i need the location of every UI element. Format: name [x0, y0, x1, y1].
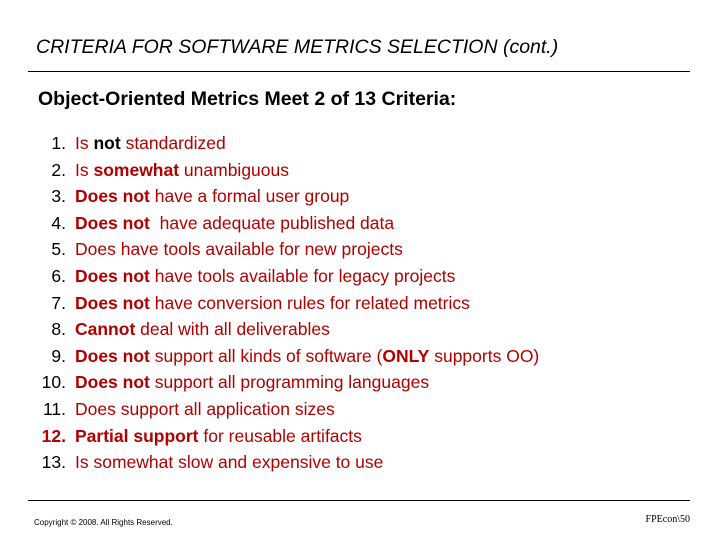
criterion-text: Is somewhat unambiguous [75, 159, 290, 180]
criterion-text: Does not support all programming languages [75, 372, 430, 393]
slide-title: CRITERIA FOR SOFTWARE METRICS SELECTION (cont.) [36, 36, 559, 58]
criterion-text: Does not have tools available for legacy projects [75, 265, 456, 286]
criterion-13 [30, 449, 539, 476]
criterion-4 [30, 210, 539, 237]
slide-page-id: FPEcon\50 [645, 514, 690, 525]
criterion-text: Cannot deal with all deliverables [75, 319, 330, 340]
footer-divider [28, 500, 690, 501]
criterion-text: Is somewhat slow and expensive to use [75, 452, 384, 473]
criterion-text: Does not support all kinds of software (ONLY supports OO) [75, 345, 540, 366]
criterion-number: 1. [51, 133, 66, 153]
criterion-number: 5. [51, 239, 66, 260]
criteria-list [30, 130, 539, 476]
criterion-number: 11. [42, 398, 66, 419]
criterion-5 [30, 236, 539, 263]
slide-subtitle: Object-Oriented Metrics Meet 2 of 13 Criteria: [38, 88, 457, 110]
criterion-number: 4. [51, 212, 66, 233]
criterion-number: 9. [51, 345, 66, 366]
criterion-number: 3. [51, 186, 66, 207]
criterion-number: 12. [41, 425, 66, 446]
criterion-12 [30, 423, 539, 450]
criterion-text: Is not standardized [75, 133, 226, 153]
criterion-7 [30, 290, 539, 317]
criterion-text: Does have tools available for new projects [75, 239, 403, 260]
criterion-6 [30, 263, 539, 290]
criterion-10 [30, 369, 539, 396]
criterion-number: 13. [41, 452, 66, 473]
criterion-text: Does not have adequate published data [75, 212, 395, 233]
criterion-8 [30, 316, 539, 343]
criterion-number: 10. [41, 372, 66, 393]
criterion-text: Does not have conversion rules for related metrics [75, 292, 470, 313]
criterion-number: 7. [51, 292, 66, 313]
criterion-2 [30, 157, 539, 184]
criterion-number: 2. [51, 159, 66, 180]
criterion-text: Does support all application sizes [75, 398, 335, 419]
criterion-number: 8. [51, 319, 66, 340]
criterion-text: Partial support for reusable artifacts [75, 425, 362, 446]
criterion-11 [30, 396, 539, 423]
criterion-text: Does not have a formal user group [75, 186, 350, 207]
criterion-1 [30, 130, 539, 157]
criterion-9 [30, 343, 539, 370]
criterion-3 [30, 183, 539, 210]
title-divider [28, 71, 690, 72]
copyright-notice: Copyright © 2008. All Rights Reserved. [34, 518, 173, 527]
criterion-number: 6. [51, 265, 66, 286]
